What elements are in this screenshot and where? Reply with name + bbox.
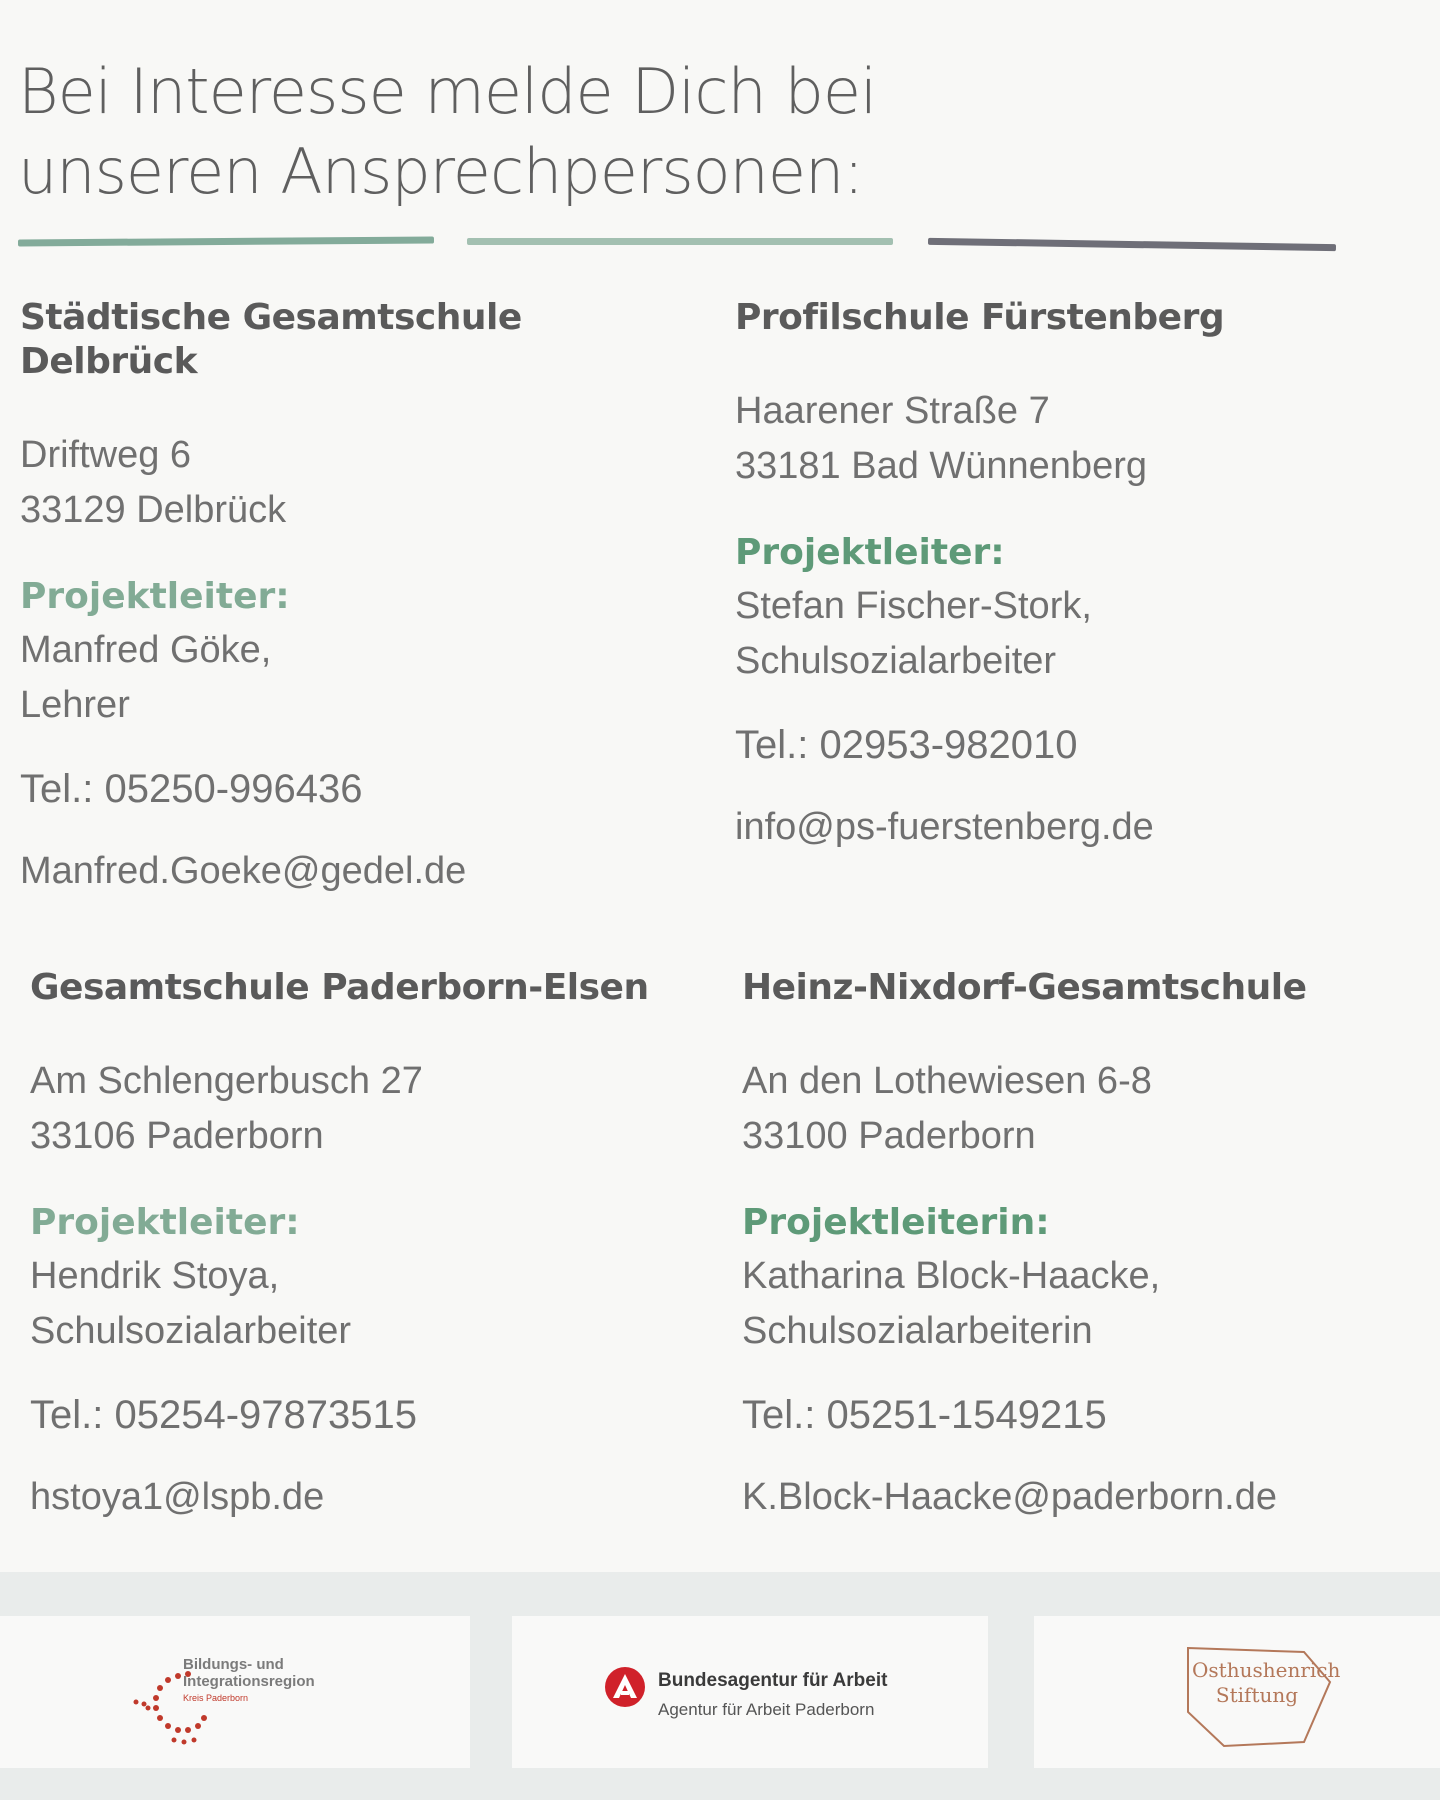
contact-card-fuerstenberg — [735, 296, 1375, 855]
contact-card-delbrueck — [20, 296, 660, 899]
osthushenrich-line-1: Osthushenrich — [1192, 1658, 1341, 1682]
address-street: An den Lothewiesen 6-8 — [742, 1060, 1152, 1102]
role-label: Projektleiter: — [20, 576, 290, 617]
person-name: Katharina Block-Haacke, — [742, 1255, 1161, 1297]
osthushenrich-line-2: Stiftung — [1215, 1683, 1299, 1707]
person-name: Hendrik Stoya, — [30, 1255, 280, 1297]
divider-green — [18, 237, 434, 247]
school-name: Profilschule Fürstenberg — [735, 297, 1225, 338]
contact-person — [30, 1249, 670, 1359]
person-role: Schulsozialarbeiter — [735, 640, 1057, 682]
address-street: Am Schlengerbusch 27 — [30, 1060, 423, 1102]
bundesagentur-name: Bundesagentur für Arbeit — [658, 1670, 888, 1691]
contact-person — [20, 623, 660, 733]
person-role: Lehrer — [20, 684, 130, 726]
contact-card-paderborn-elsen — [30, 966, 670, 1525]
school-name: Städtische Gesamtschule Delbrück — [20, 297, 522, 382]
person-role: Schulsozialarbeiter — [30, 1310, 352, 1352]
address-city: 33129 Delbrück — [20, 489, 287, 531]
divider-dark — [928, 238, 1336, 251]
school-name: Heinz-Nixdorf-Gesamtschule — [742, 967, 1307, 1008]
role-label: Projektleiter: — [30, 1202, 300, 1243]
page-title — [18, 52, 876, 212]
phone-number: Tel.: 05250-996436 — [20, 767, 363, 811]
contact-person — [735, 579, 1375, 689]
bildungsregion-text — [183, 1656, 315, 1707]
email-address: Manfred.Goeke@gedel.de — [20, 850, 467, 892]
contact-person — [742, 1249, 1382, 1359]
email-address: hstoya1@lspb.de — [30, 1476, 325, 1518]
logo-osthushenrich — [1034, 1616, 1440, 1768]
role-label: Projektleiterin: — [742, 1202, 1050, 1243]
phone-number: Tel.: 05251-1549215 — [742, 1393, 1107, 1437]
phone-number: Tel.: 02953-982010 — [735, 723, 1078, 767]
logo-bildungsregion — [0, 1616, 470, 1768]
logo-footer — [0, 1572, 1440, 1800]
address-street: Driftweg 6 — [20, 434, 192, 476]
title-line-2: unseren Ansprechpersonen: — [18, 135, 864, 208]
title-line-1: Bei Interesse melde Dich bei — [18, 55, 877, 128]
bildungsregion-line-3: Kreis Paderborn — [183, 1693, 249, 1703]
person-name: Manfred Göke, — [20, 629, 272, 671]
address — [20, 428, 660, 538]
address — [742, 1054, 1382, 1164]
divider-light-green — [467, 238, 893, 245]
bundesagentur-sub: Agentur für Arbeit Paderborn — [658, 1700, 875, 1719]
person-name: Stefan Fischer-Stork, — [735, 585, 1092, 627]
address — [30, 1054, 670, 1164]
address-city: 33100 Paderborn — [742, 1115, 1036, 1157]
role-label: Projektleiter: — [735, 532, 1005, 573]
email-address: info@ps-fuerstenberg.de — [735, 806, 1154, 848]
bildungsregion-line-2: Integrationsregion — [183, 1673, 315, 1690]
person-role: Schulsozialarbeiterin — [742, 1310, 1093, 1352]
address-city: 33181 Bad Wünnenberg — [735, 445, 1147, 487]
email-address: K.Block-Haacke@paderborn.de — [742, 1476, 1277, 1518]
address-street: Haarener Straße 7 — [735, 390, 1050, 432]
contact-card-heinz-nixdorf — [742, 966, 1382, 1525]
logo-bundesagentur — [512, 1616, 988, 1768]
school-name: Gesamtschule Paderborn-Elsen — [30, 967, 649, 1008]
address — [735, 384, 1375, 494]
phone-number: Tel.: 05254-97873515 — [30, 1393, 417, 1437]
bundesagentur-a-icon — [604, 1666, 646, 1708]
osthushenrich-text — [1192, 1658, 1341, 1708]
bildungsregion-line-1: Bildungs- und — [183, 1656, 284, 1673]
address-city: 33106 Paderborn — [30, 1115, 324, 1157]
